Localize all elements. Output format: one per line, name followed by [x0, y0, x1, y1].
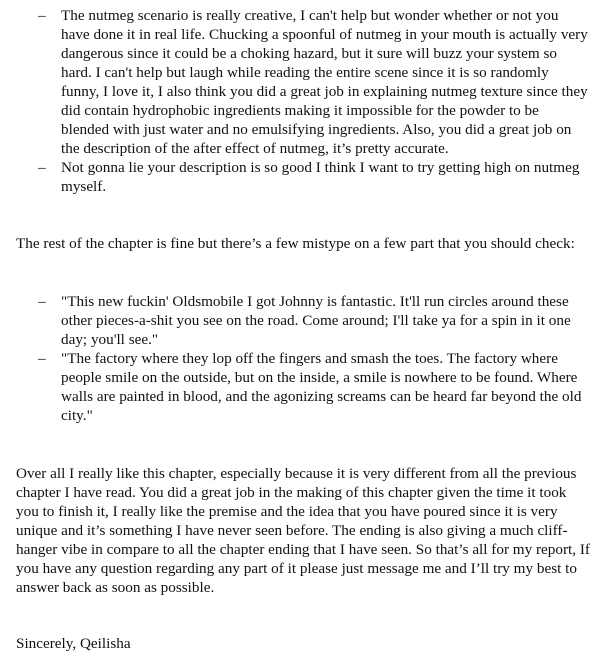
- dash-bullet: –: [38, 159, 46, 176]
- signature-line: Sincerely, Qeilisha: [16, 635, 131, 652]
- list-item-text: The nutmeg scenario is really creative, I can't help but wonder whether or not you have done it in real life. Chucking a spoonful of nutmeg in your mouth is actually very dangerous since it could be a choking hazard, but it sure will buzz your system so hard. I can't help but laugh while reading the entire scene since it is so randomly funny, I love it, I also think you did a great job in explaining nutmeg texture since they did contain hydrophobic ingredients making it impossible for the powder to be blended with just water and no emulsifying ingredients. Also, you did a great job on the description of the after effect of nutmeg, it’s pretty accurate.: [61, 7, 588, 157]
- list-item-text: Not gonna lie your description is so good I think I want to try getting high on nutmeg myself.: [61, 159, 580, 195]
- rest-of-chapter-paragraph: The rest of the chapter is fine but there’s a few mistype on a few part that you should check:: [16, 235, 575, 252]
- list-item: [0, 349, 600, 425]
- dash-bullet: –: [38, 7, 46, 24]
- list-item-text: "This new fuckin' Oldsmobile I got Johnny is fantastic. It'll run circles around these other pieces-a-shit you see on the road. Come around; I'll take ya for a spin in it one day; you'll see.": [61, 293, 571, 348]
- overall-summary-paragraph: Over all I really like this chapter, especially because it is very different from all the previous chapter I have read. You did a great job in the making of this chapter given the time it took you to finish it, I really like the premise and the idea that you have poured since it is very unique and it’s something I have never seen before. The ending is also giving a much cliff-hanger vibe in compare to all the chapter ending that I have seen. So that’s all for my report, If you have any question regarding any part of it please just message me and I’ll try my best to answer back as soon as possible.: [16, 465, 590, 596]
- feedback-list-nutmeg: [0, 6, 600, 196]
- dash-bullet: –: [38, 350, 46, 367]
- mistype-quote-list: [0, 292, 600, 425]
- dash-bullet: –: [38, 293, 46, 310]
- list-item: [0, 158, 600, 196]
- list-item-text: "The factory where they lop off the fingers and smash the toes. The factory where people smile on the outside, but on the inside, a smile is nowhere to be found. Where walls are painted in blood, and the agonizing screams can be heard far beyond the old city.": [61, 350, 582, 424]
- list-item: [0, 292, 600, 349]
- list-item: [0, 6, 600, 158]
